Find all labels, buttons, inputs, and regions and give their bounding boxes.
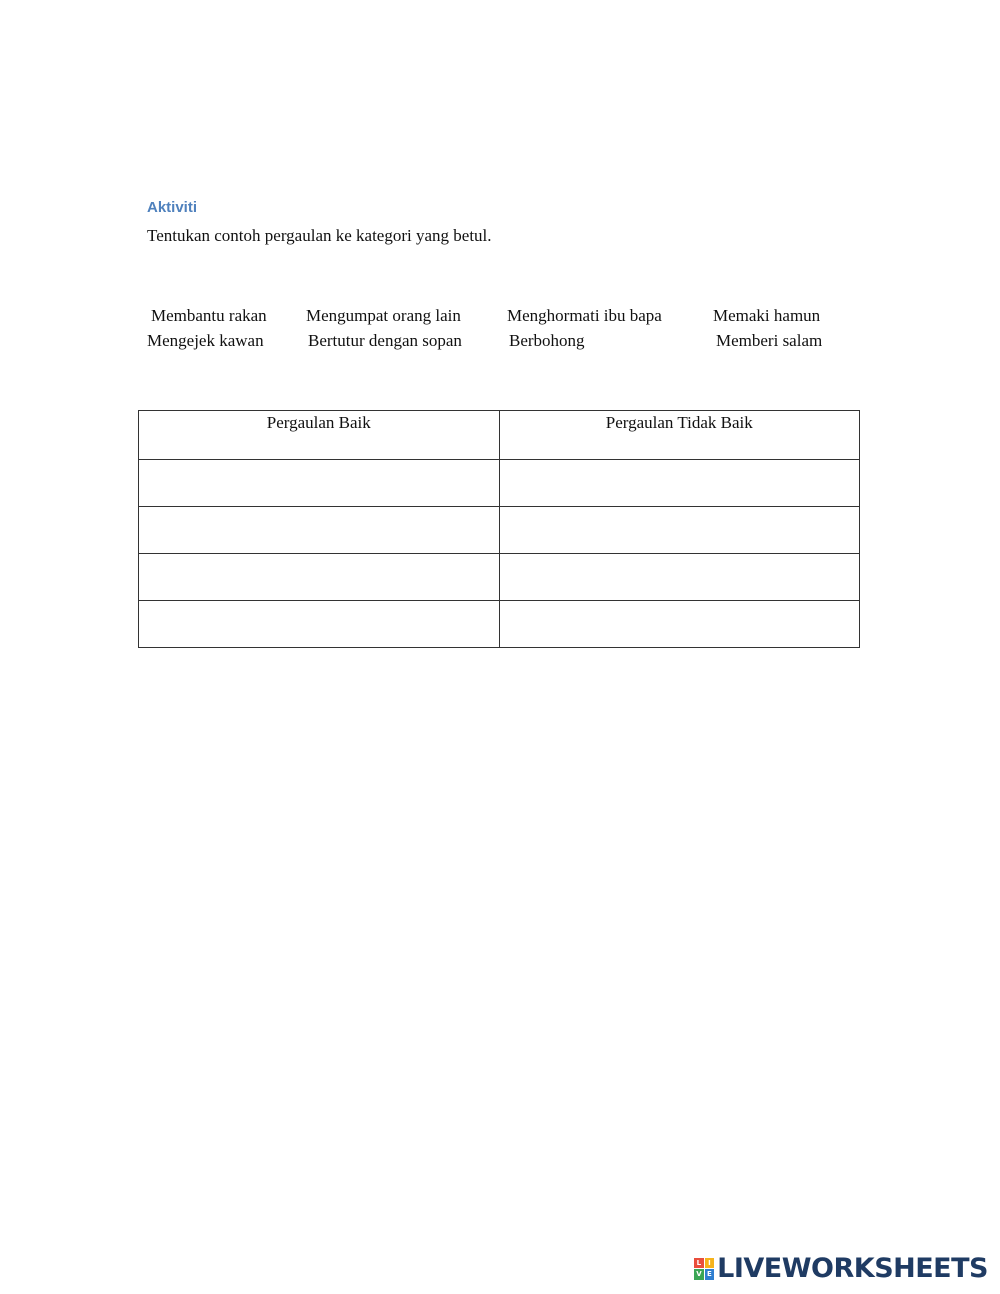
logo-letter: E: [705, 1269, 715, 1280]
logo-icon: [694, 1258, 714, 1280]
drop-cell-tidak-baik[interactable]: [499, 507, 860, 554]
logo-letter: V: [694, 1269, 704, 1280]
column-header-baik: Pergaulan Baik: [139, 411, 500, 460]
logo-letter: L: [694, 1258, 704, 1269]
word-item[interactable]: Memaki hamun: [713, 306, 821, 325]
word-item[interactable]: Mengumpat orang lain: [306, 306, 461, 325]
activity-heading: Aktiviti: [147, 199, 198, 216]
word-item[interactable]: Menghormati ibu bapa: [507, 306, 662, 325]
drop-cell-tidak-baik[interactable]: [499, 554, 860, 601]
logo-text: LIVEWORKSHEETS: [717, 1253, 988, 1284]
category-table: [138, 410, 860, 648]
drop-cell-baik[interactable]: [139, 460, 500, 507]
word-item[interactable]: Berbohong: [509, 331, 585, 350]
instruction-text: Tentukan contoh pergaulan ke kategori yang betul.: [147, 226, 492, 245]
column-header-tidak-baik: Pergaulan Tidak Baik: [499, 411, 860, 460]
drop-cell-baik[interactable]: [139, 554, 500, 601]
drop-cell-tidak-baik[interactable]: [499, 460, 860, 507]
drop-cell-tidak-baik[interactable]: [499, 601, 860, 648]
word-item[interactable]: Membantu rakan: [151, 306, 267, 325]
logo-letter: I: [705, 1258, 715, 1269]
drop-cell-baik[interactable]: [139, 601, 500, 648]
word-item[interactable]: Memberi salam: [716, 331, 823, 350]
liveworksheets-logo: [694, 1253, 988, 1284]
word-item[interactable]: Bertutur dengan sopan: [308, 331, 462, 350]
drop-cell-baik[interactable]: [139, 507, 500, 554]
word-item[interactable]: Mengejek kawan: [147, 331, 264, 350]
